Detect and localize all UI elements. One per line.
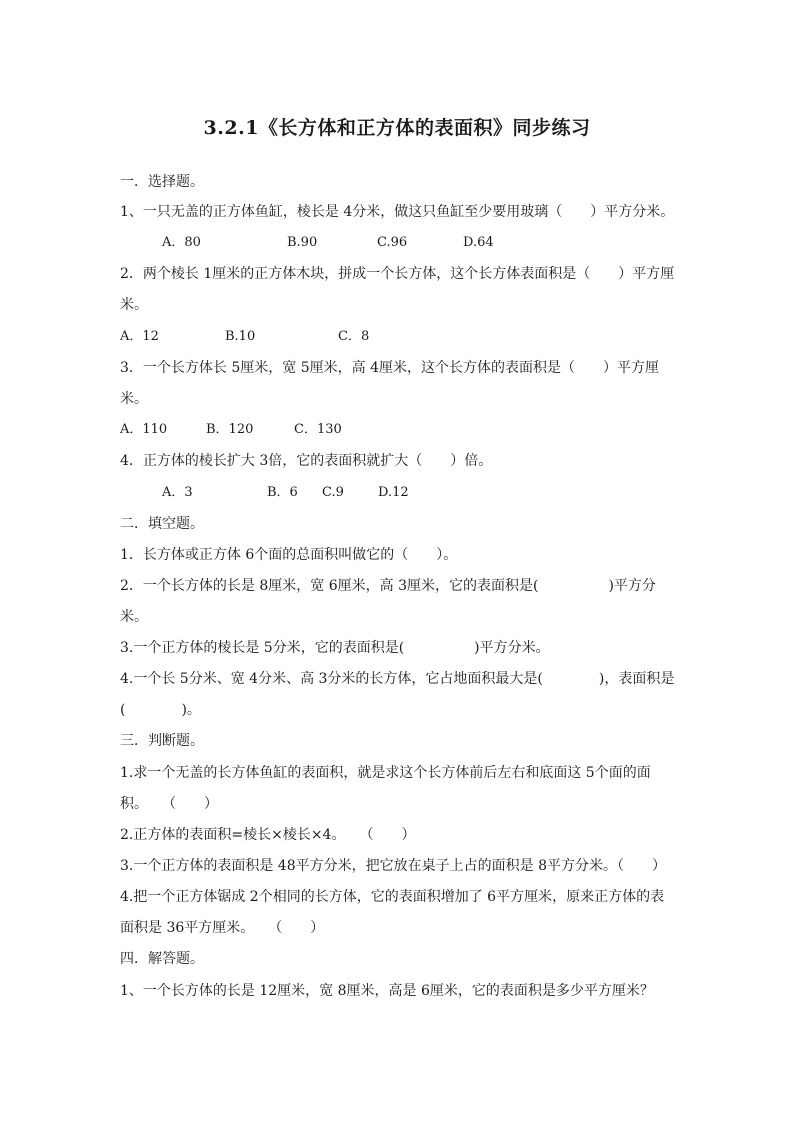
question-1-3: 3．一个长方体长 5厘米，宽 5厘米，高 4厘米，这个长方体的表面积是（ ）平方厘 [120,360,659,376]
question-2-2-continued: 米。 [120,609,148,625]
question-3-4-continued: 面积是 36平方厘米。 （ ） [120,920,325,936]
question-3-2: 2.正方体的表面积=棱长×棱长×4。 （ ） [120,827,416,843]
section-heading-fill: 二．填空题。 [120,516,204,532]
option-a: A．3 [162,485,193,500]
page-title: 3.2.1《长方体和正方体的表面积》同步练习 [203,117,591,139]
question-2-4-continued: ( )。 [120,702,201,718]
option-a: A．12 [120,329,159,344]
option-b: B.90 [287,235,318,250]
option-a: A．80 [162,235,201,250]
option-b: B．6 [267,485,298,500]
question-4-1: 1、一个长方体的长是 12厘米，宽 8厘米，高是 6厘米，它的表面积是多少平方厘米？ [120,983,654,999]
question-1-2: 2．两个棱长 1厘米的正方体木块，拼成一个长方体，这个长方体表面积是（ ）平方厘 [120,266,675,282]
section-heading-solve: 四．解答题。 [120,951,204,967]
option-b: B．120 [206,422,254,437]
question-2-3: 3.一个正方体的棱长是 5分米，它的表面积是( )平方分米。 [120,640,550,656]
option-c: C.96 [377,235,408,250]
question-3-4: 4.把一个正方体锯成 2个相同的长方体，它的表面积增加了 6平方厘米，原来正方体的表 [120,889,665,905]
option-b: B.10 [225,329,256,344]
question-3-1-continued: 积。 （ ） [120,796,218,812]
question-1-1: 1、一只无盖的正方体鱼缸，棱长是 4分米，做这只鱼缸至少要用玻璃（ ）平方分米。 [120,204,675,220]
question-2-2: 2．一个长方体的长是 8厘米，宽 6厘米，高 3厘米，它的表面积是( )平方分 [120,578,656,594]
section-heading-choice: 一．选择题。 [120,174,204,190]
section-heading-judge: 三．判断题。 [120,733,204,749]
question-2-4: 4.一个长 5分米、宽 4分米、高 3分米的长方体，它占地面积最大是( )，表面积是 [120,671,675,687]
option-a: A．110 [120,422,168,437]
question-2-1: 1．长方体或正方体 6个面的总面积叫做它的（ ）。 [120,547,458,563]
question-1-3-continued: 米。 [120,391,148,407]
question-3-1: 1.求一个无盖的长方体鱼缸的表面积，就是求这个长方体前后左右和底面这 5个面的面 [120,765,651,781]
question-1-4: 4．正方体的棱长扩大 3倍，它的表面积就扩大（ ）倍。 [120,453,493,469]
option-c: C.9 [322,485,344,500]
option-c: C．130 [294,422,342,437]
option-d: D.12 [378,485,409,500]
option-c: C．8 [338,329,370,344]
option-d: D.64 [463,235,494,250]
question-1-2-continued: 米。 [120,297,148,313]
question-3-3: 3.一个正方体的表面积是 48平方分米，把它放在桌子上占的面积是 8平方分米。（ ） [120,858,666,874]
